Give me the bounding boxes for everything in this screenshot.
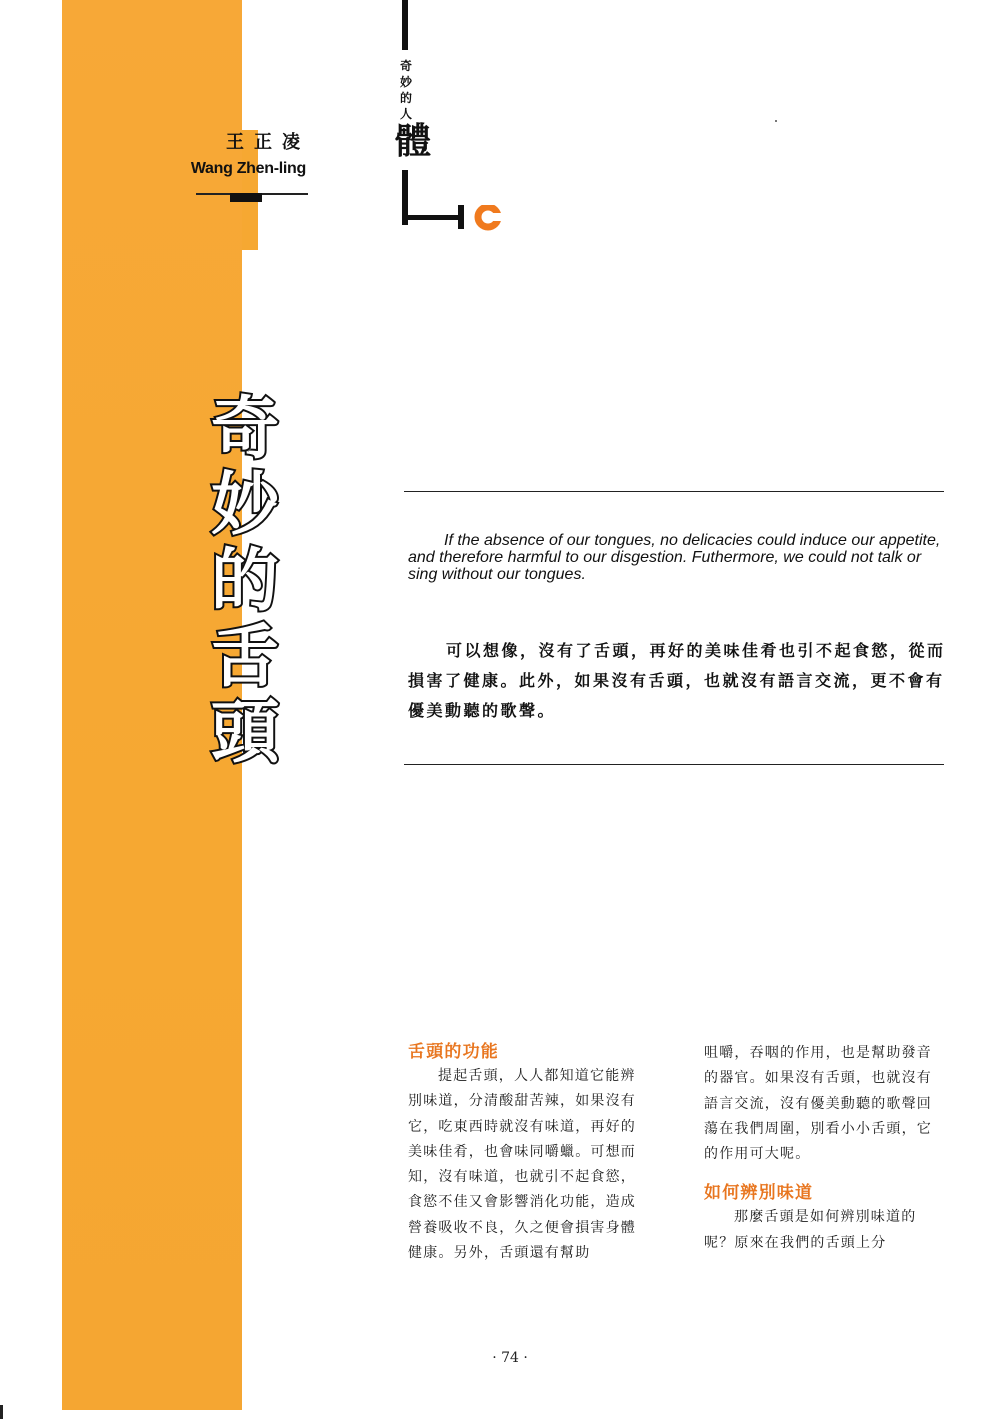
headline-char: 舌 [210,618,279,697]
section-paragraph-text: 那麼舌頭是如何辨別味道的呢？原來在我們的舌頭上分 [704,1209,917,1251]
column-logo-char: 的 [399,91,412,105]
intro-chinese [408,636,948,726]
column-logo-big-char: 體 [395,121,432,162]
print-speck [775,120,777,122]
author-name-en: Wang Zhen-ling [190,160,306,177]
intro-english [408,532,948,583]
intro-english-text: If the absence of our tongues, no delicacies could induce our appetite, and therefore harmful to our disgestion. Futhermore, we could not talk or sing without our tongues. [408,532,941,583]
section-heading-taste: 如何辨別味道 [704,1183,814,1204]
column-logo-char: 人 [399,107,412,121]
intro-rule-bottom [404,764,944,765]
page-number: · 74 · [492,1350,528,1366]
column-logo-bar-top [402,0,408,50]
headline-char: 妙 [210,466,279,545]
section-paragraph-continued: 咀嚼，吞咽的作用，也是幫助發音的器官。如果沒有舌頭，也就沒有語言交流，沒有優美動聽的歌聲回蕩在我們周圍，別看小小舌頭，它的作用可大呢。 [704,1045,932,1163]
headline-char: 的 [210,542,279,621]
headline-char: 奇 [210,390,279,469]
section-paragraph-text: 提起舌頭，人人都知道它能辨別味道，分清酸甜苦辣，如果沒有它，吃東西時就沒有味道，再好的美味佳肴，也會味同嚼蠟。可想而知，沒有味道，也就引不起食慾，食慾不佳又會影響消化功能，造成營養吸收不良，久之便會損害身體健康。另外，舌頭還有幫助 [408,1068,636,1262]
author-underline-accent [230,193,262,202]
section-paragraph [704,1205,940,1256]
author-block [186,128,310,178]
crop-mark [0,1405,3,1419]
intro-chinese-text: 可以想像，沒有了舌頭，再好的美味佳肴也引不起食慾，從而損害了健康。此外，如果沒有舌頭，也就沒有語言交流，更不會有優美動聽的歌聲。 [408,641,946,720]
section-heading-function: 舌頭的功能 [408,1042,499,1062]
article-headline [200,392,290,772]
column-logo-mark-icon [402,205,512,231]
section-paragraph [408,1064,644,1266]
author-name-cn: 王正凌 [226,132,310,153]
column-logo-vertical-text [398,58,414,122]
column-logo-char: 奇 [399,59,412,73]
column-logo-char: 妙 [399,75,412,89]
intro-rule-top [404,491,944,492]
article-column-2 [704,1041,940,1256]
article-column-1 [408,1040,644,1266]
headline-char: 頭 [210,694,279,773]
